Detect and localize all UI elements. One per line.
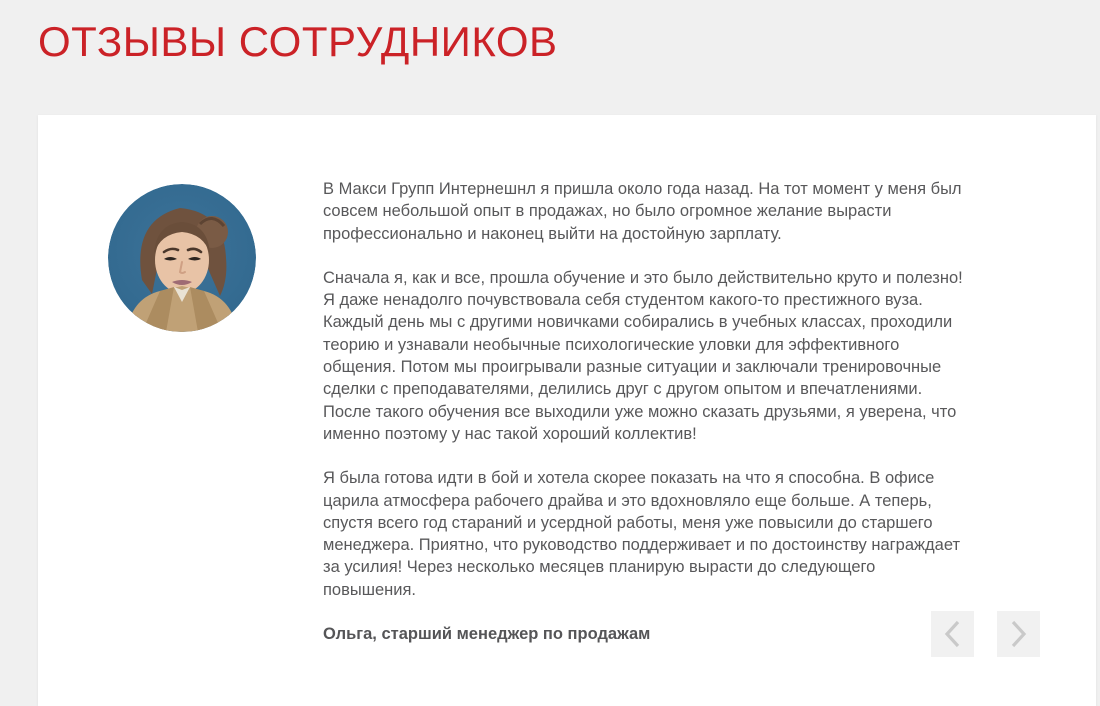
testimonial-paragraph: Сначала я, как и все, прошла обучение и это было действительно круто и полезно! Я даже ненадолго почувствовала себя студентом какого-то престижного вуза. Каждый день мы с другими новичками собирались в учебных классах, проходили теорию и узнавали необычные психологические уловки для эффективного общения. Потом мы проигрывали разные ситуации и заключали тренировочные сделки с преподавателями, делились друг с другом опытом и впечатлениями. После такого обучения все выходили уже можно сказать друзьями, я уверена, что именно поэтому у нас такой хороший коллектив!: [323, 268, 963, 443]
next-button[interactable]: [997, 611, 1040, 657]
testimonial-paragraph: В Макси Групп Интернешнл я пришла около года назад. На тот момент у меня был совсем небольшой опыт в продажах, но было огромное желание вырасти профессионально и наконец выйти на достойную зарплату.: [323, 180, 962, 243]
chevron-left-icon: [942, 619, 963, 649]
chevron-right-icon: [1008, 619, 1029, 649]
testimonial-card: [38, 115, 1096, 706]
page-title: ОТЗЫВЫ СОТРУДНИКОВ: [38, 18, 558, 65]
avatar-portrait-image: [108, 184, 256, 332]
avatar: [108, 184, 256, 332]
testimonial-paragraph: Я была готова идти в бой и хотела скорее показать на что я способна. В офисе царила атмосфера рабочего драйва и это вдохновляло еще больше. А теперь, спустя всего год стараний и усердной работы, меня уже повысили до старшего менеджера. Приятно, что руководство поддерживает и по достоинству награждает за усилия! Через несколько месяцев планирую вырасти до следующего повышения.: [323, 469, 961, 599]
testimonial-text: [323, 178, 971, 667]
testimonial-author: Ольга, старший менеджер по продажам: [323, 625, 651, 644]
carousel-navigation: [931, 611, 1040, 657]
prev-button[interactable]: [931, 611, 974, 657]
